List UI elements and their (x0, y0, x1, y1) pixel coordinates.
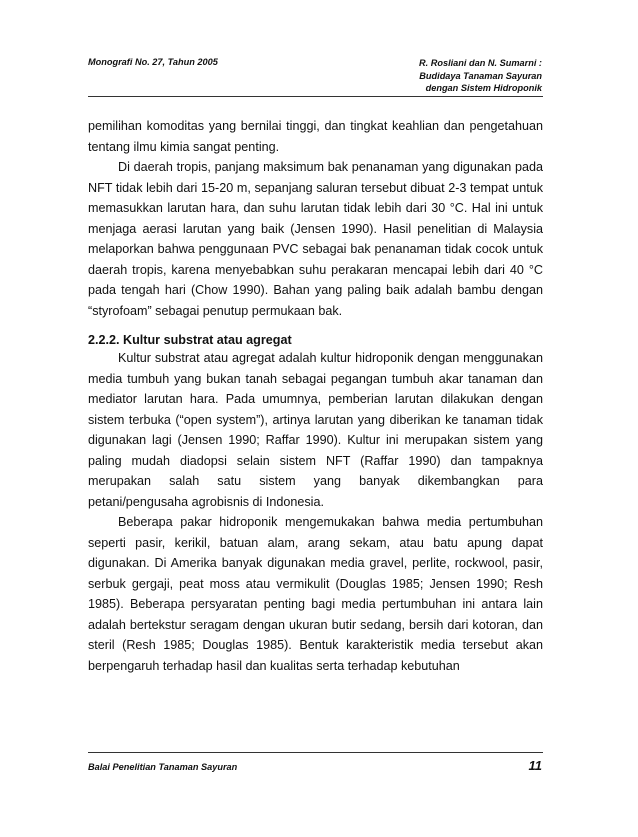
page-number: 11 (528, 758, 542, 773)
paragraph-3: Kultur substrat atau agregat adalah kultur hidroponik dengan menggunakan media tumbuh yang bukan tanah sebagai pegangan tumbuh akar tanaman dan mediator larutan hara. Pada umumnya, pemberian larutan dilakukan dengan sistem terbuka (“open system”), artinya larutan yang diberikan ke tanaman tidak digunakan lagi (Jensen 1990; Raffar 1990). Kultur ini merupakan sistem yang paling mudah diadopsi selain sistem NFT (Raffar 1990) dan tampaknya merupakan salah satu sistem yang banyak dikembangkan para petani/pengusaha agrobisnis di Indonesia. (88, 351, 543, 509)
header-title-line2: dengan Sistem Hidroponik (425, 83, 542, 93)
footer-institution: Balai Penelitian Tanaman Sayuran (88, 762, 238, 772)
header-authors: R. Rosliani dan N. Sumarni : (418, 58, 542, 68)
paragraph-4: Beberapa pakar hidroponik mengemukakan bahwa media pertumbuhan seperti pasir, kerikil, batuan alam, arang sekam, atau batu apung dapat digunakan. Di Amerika banyak digunakan media gravel, perlite, rockwool, pasir, serbuk gergaji, peat moss atau vermikulit (Douglas 1985; Jensen 1990; Resh 1985). Beberapa persyaratan penting bagi media pertumbuhan ini antara lain adalah bertekstur seragam dengan ukuran butir sedang, bersih dari kotoran, dan steril (Resh 1985; Douglas 1985). Bentuk karakteristik media tersebut akan berpengaruh terhadap hasil dan kualitas serta terhadap kebutuhan (88, 515, 543, 673)
paragraph-1: pemilihan komoditas yang bernilai tinggi, dan tingkat keahlian dan pengetahuan tentang ilmu kimia sangat penting. (88, 119, 543, 154)
header-journal-info: Monografi No. 27, Tahun 2005 (88, 57, 218, 67)
header-authors-title (419, 57, 542, 95)
header-rule (88, 96, 543, 97)
page-body (88, 116, 543, 676)
section-heading: 2.2.2. Kultur substrat atau agregat (88, 333, 292, 347)
header-title-line1: Budidaya Tanaman Sayuran (419, 70, 542, 81)
paragraph-2: Di daerah tropis, panjang maksimum bak penanaman yang digunakan pada NFT tidak lebih dari 15-20 m, sepanjang saluran tersebut dibuat 2-3 tempat untuk memasukkan larutan hara, dan suhu larutan tidak lebih dari 30 °C. Hal ini untuk menjaga aerasi larutan yang baik (Jensen 1990). Hasil penelitian di Malaysia melaporkan bahwa penggunaan PVC sebagai bak penanaman tidak cocok untuk daerah tropis, karena menyebabkan suhu perakaran mencapai lebih dari 40 °C pada tengah hari (Chow 1990). Bahan yang paling baik adalah bambu dengan “styrofoam” sebagai penutup permukaan bak. (88, 160, 543, 318)
footer-rule (88, 752, 543, 753)
